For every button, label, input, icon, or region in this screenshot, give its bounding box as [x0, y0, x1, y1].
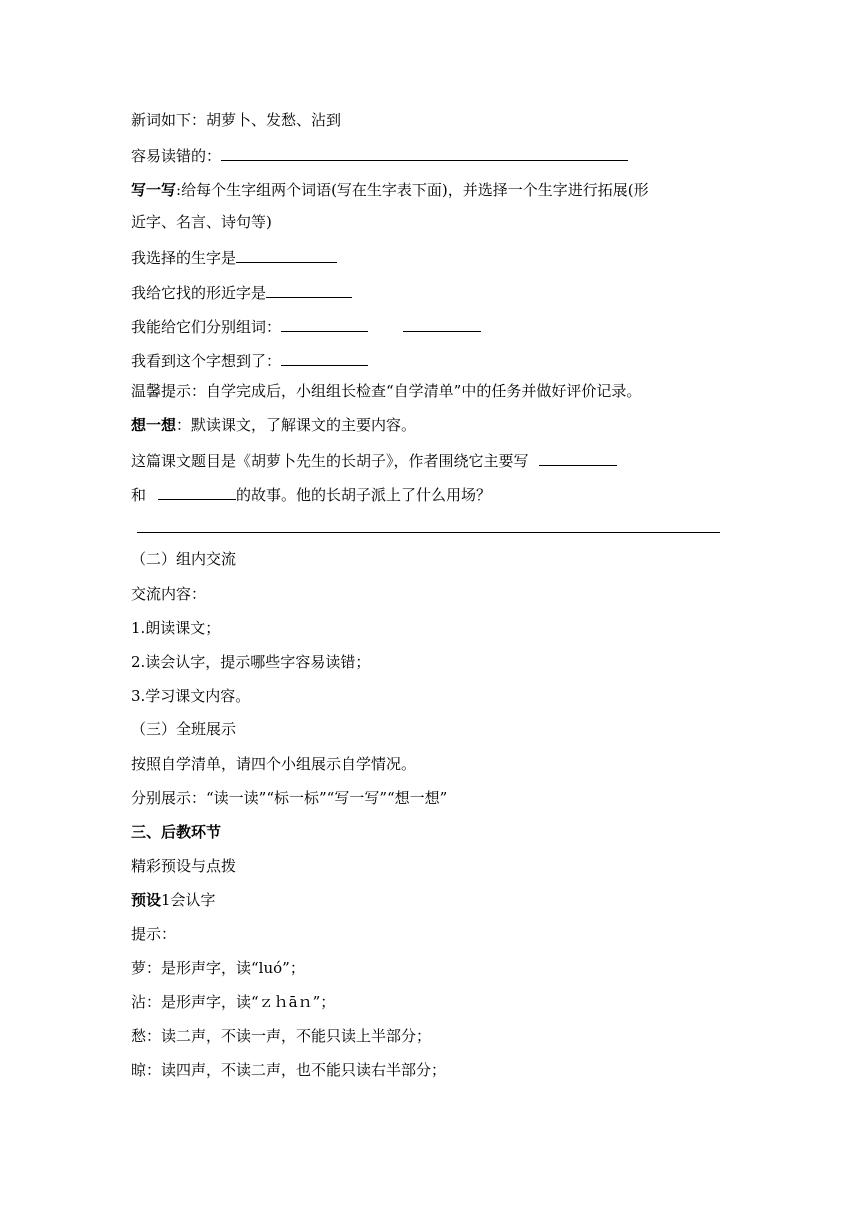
preset-1-text: 1会认字	[161, 891, 216, 909]
word-group-blank-2[interactable]	[403, 316, 481, 332]
story-and: 和	[131, 486, 147, 504]
easy-misread-blank[interactable]	[221, 145, 628, 161]
preset-1-label: 预设	[131, 891, 162, 909]
reminder-line: 温馨提示：自学完成后，小组组长检查“自学清单”中的任务并做好评价记录。	[131, 382, 642, 400]
preset-heading: 精彩预设与点拨	[131, 857, 237, 875]
story-line	[131, 484, 491, 505]
write-task-line	[131, 180, 649, 200]
think-task-text: ：默读课文，了解课文的主要内容。	[176, 416, 417, 434]
char-thought-line	[131, 350, 368, 371]
hint-luo: 萝：是形声字，读“luó”；	[131, 959, 305, 977]
exchange-item-2: 2.读会认字，提示哪些字容易读错；	[131, 653, 371, 671]
lesson-title-line	[131, 450, 617, 471]
hint-label: 提示：	[131, 925, 177, 943]
exchange-item-3: 3.学习课文内容。	[131, 687, 251, 705]
lesson-title-text: 这篇课文题目是《胡萝卜先生的长胡子》，作者围绕它主要写	[131, 452, 529, 470]
word-group-blank-1[interactable]	[281, 316, 368, 332]
think-task-heading: 想一想	[131, 416, 177, 434]
section-heading-3: 三、后教环节	[131, 823, 222, 841]
write-task-text: :给每个生字组两个词语(写在生字表下面)，并选择一个生字进行拓展(形	[176, 181, 649, 199]
hint-chou: 愁：读二声，不读一声，不能只读上半部分；	[131, 1027, 432, 1045]
word-group-line	[131, 316, 481, 337]
story-text: 的故事。他的长胡子派上了什么用场？	[236, 486, 492, 504]
hint-liang: 晾：读四声，不读二声，也不能只读右半部分；	[131, 1061, 447, 1079]
similar-char-line	[131, 282, 352, 303]
new-words-line: 新词如下：胡萝卜、发愁、沾到	[131, 111, 342, 129]
exchange-content-label: 交流内容：	[131, 585, 207, 603]
chosen-char-blank[interactable]	[236, 247, 337, 263]
chosen-char-line	[131, 247, 337, 268]
answer-blank-line[interactable]	[137, 532, 720, 533]
class-show-items: 分别展示：“读一读”“标一标”“写一写”“想一想”	[131, 789, 448, 807]
hint-zhan: 沾：是形声字，读“ｚｈāｎ”；	[131, 993, 336, 1011]
chosen-char-label: 我选择的生字是	[131, 249, 237, 267]
exchange-item-1: 1.朗读课文；	[131, 619, 221, 637]
section-group-exchange: （二）组内交流	[131, 550, 237, 568]
word-group-label: 我能给它们分别组词：	[131, 318, 282, 336]
char-thought-label: 我看到这个字想到了：	[131, 352, 282, 370]
similar-char-blank[interactable]	[266, 282, 352, 298]
char-thought-blank[interactable]	[281, 350, 368, 366]
think-task-line	[131, 415, 416, 435]
lesson-topic-blank-1[interactable]	[539, 450, 617, 466]
section-class-show: （三）全班展示	[131, 720, 237, 738]
lesson-topic-blank-2[interactable]	[158, 484, 236, 500]
easy-misread-label: 容易读错的：	[131, 147, 222, 165]
easy-misread-line	[131, 145, 628, 166]
write-task-heading: 写一写	[131, 181, 177, 199]
similar-char-label: 我给它找的形近字是	[131, 284, 267, 302]
preset-1-line	[131, 890, 216, 910]
write-task-line-cont: 近字、名言、诗句等)	[131, 213, 272, 231]
class-show-text: 按照自学清单，请四个小组展示自学情况。	[131, 755, 417, 773]
